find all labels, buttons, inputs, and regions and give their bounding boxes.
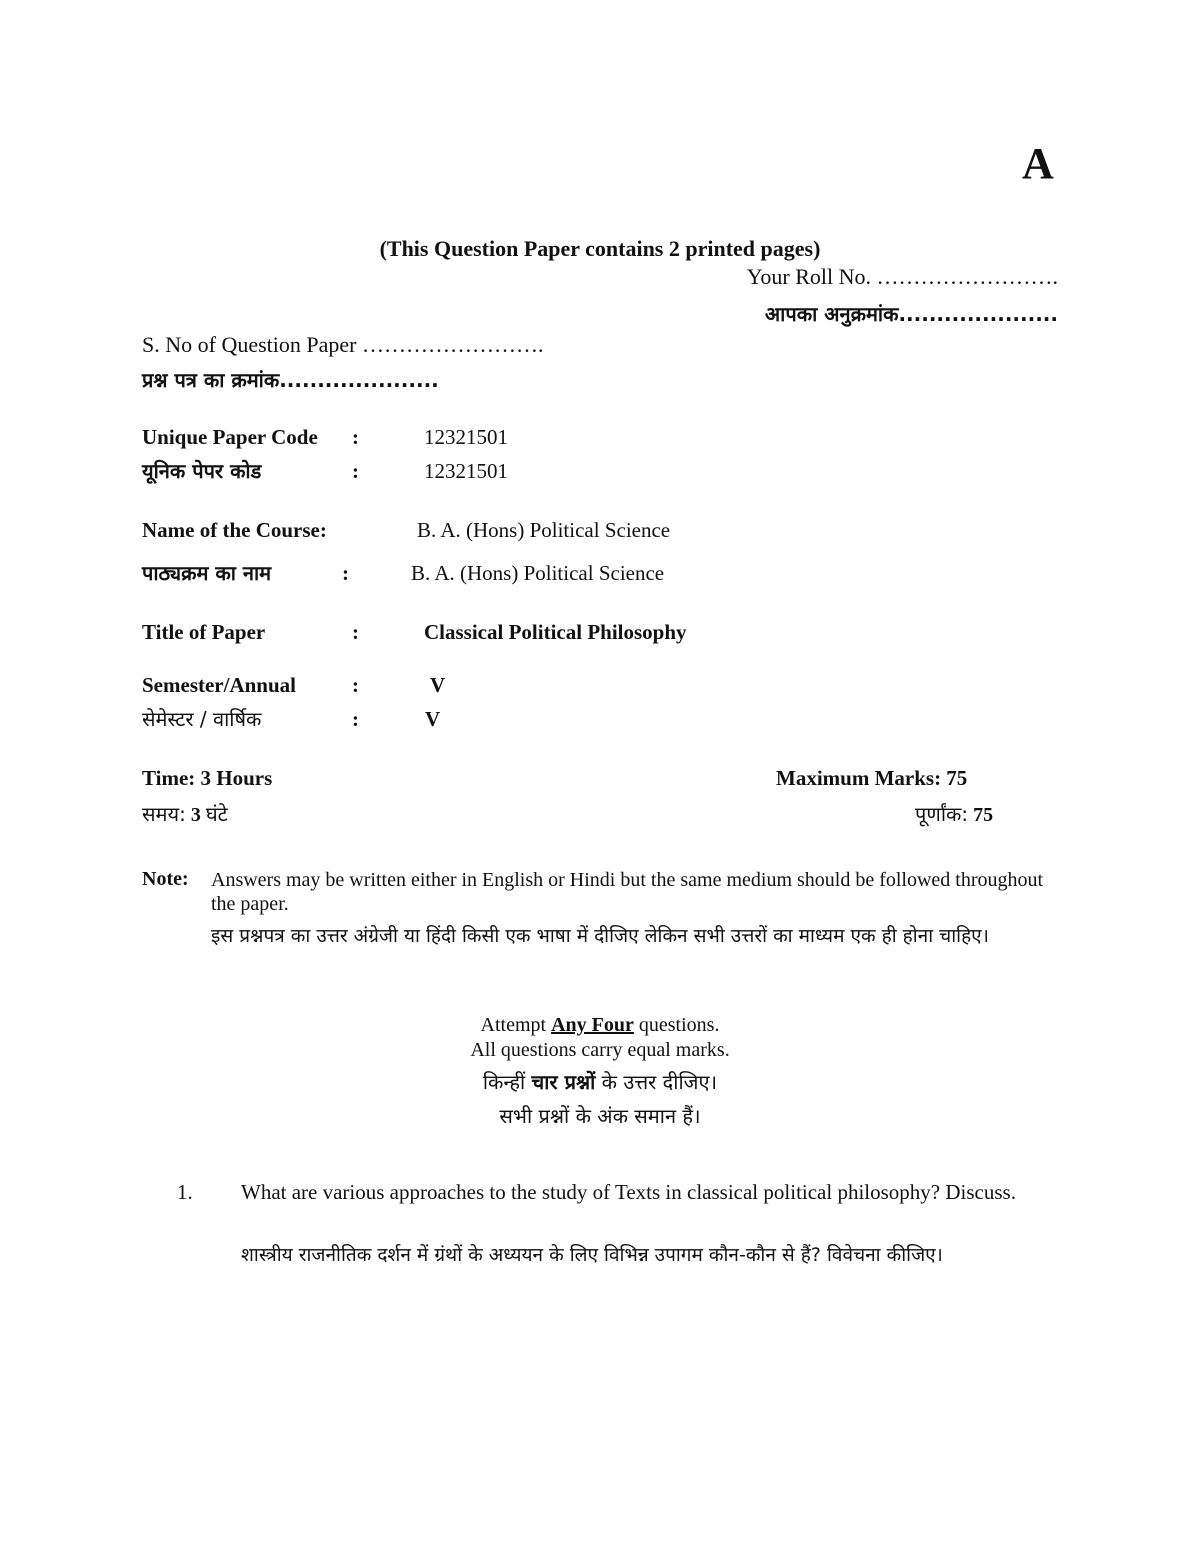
course-label-hindi: पाठ्यक्रम का नाम	[142, 561, 272, 585]
note-text-hindi: इस प्रश्नपत्र का उत्तर अंग्रेजी या हिंदी किसी एक भाषा में दीजिए लेकिन सभी उत्तरों का माध्यम एक ही होना चाहिए।	[211, 925, 989, 947]
semester-label-hindi: सेमेस्टर / वार्षिक	[142, 707, 262, 731]
time-hindi-number: 3	[190, 804, 201, 826]
upc-colon: :	[352, 425, 359, 449]
semester-colon-hindi: :	[352, 707, 359, 731]
set-label: A	[1022, 139, 1054, 188]
course-label: Name of the Course:	[142, 518, 327, 542]
course-value-hindi: B. A. (Hons) Political Science	[411, 561, 665, 585]
max-marks-label: Maximum Marks: 75	[776, 766, 968, 790]
pages-note: (This Question Paper contains 2 printed pages)	[379, 236, 821, 261]
course-value: B. A. (Hons) Political Science	[417, 518, 671, 542]
title-label: Title of Paper	[142, 620, 266, 644]
course-colon-hindi: :	[342, 561, 349, 585]
equal-marks-instruction: All questions carry equal marks.	[470, 1039, 730, 1061]
semester-value: V	[430, 673, 446, 697]
question-text-hindi: शास्त्रीय राजनीतिक दर्शन में ग्रंथों के अध्ययन के लिए विभिन्न उपागम कौन-कौन से हैं? विवेचना कीजिए।	[241, 1244, 943, 1266]
max-marks-hindi-prefix: पूर्णांक:	[915, 802, 969, 826]
note-text: Answers may be written either in English or Hindi but the same medium should be followed throughout the paper.	[211, 869, 1044, 915]
attempt-hindi-suffix: के उत्तर दीजिए।	[601, 1070, 718, 1094]
attempt-emphasis: Any Four	[551, 1014, 634, 1036]
equal-marks-instruction-hindi: सभी प्रश्नों के अंक समान हैं।	[499, 1104, 701, 1128]
upc-value-hindi: 12321501	[424, 459, 508, 483]
time-hindi-prefix: समय:	[142, 802, 186, 826]
note-label: Note:	[142, 868, 189, 890]
semester-value-hindi: V	[425, 707, 441, 731]
max-marks-hindi	[915, 800, 993, 827]
title-colon: :	[352, 620, 359, 644]
upc-value: 12321501	[424, 425, 508, 449]
time-label: Time: 3 Hours	[142, 766, 273, 790]
roll-no-field: Your Roll No. …………………….	[746, 264, 1058, 289]
question-number: 1.	[177, 1180, 193, 1204]
attempt-prefix: Attempt	[480, 1014, 547, 1036]
time-label-hindi	[142, 800, 228, 827]
upc-label-hindi: यूनिक पेपर कोड	[142, 459, 262, 483]
attempt-suffix: questions.	[638, 1014, 720, 1036]
attempt-hindi-emphasis: चार प्रश्नों	[531, 1070, 596, 1094]
time-hindi-suffix: घंटे	[205, 802, 228, 826]
attempt-instruction-hindi	[0, 1068, 1200, 1095]
attempt-hindi-prefix: किन्हीं	[482, 1070, 526, 1094]
question-text: What are various approaches to the study of Texts in classical political philosophy? Discuss.	[241, 1180, 1016, 1204]
attempt-instruction	[0, 1014, 1200, 1037]
upc-label: Unique Paper Code	[142, 425, 318, 449]
roll-no-field-hindi: आपका अनुक्रमांक.....................	[764, 302, 1058, 326]
max-marks-hindi-number: 75	[973, 804, 994, 826]
semester-label: Semester/Annual	[142, 673, 296, 697]
title-value: Classical Political Philosophy	[424, 620, 687, 644]
semester-colon: :	[352, 673, 359, 697]
question-paper-sno-hindi: प्रश्न पत्र का क्रमांक.....................	[142, 368, 439, 392]
question-paper-sno: S. No of Question Paper …………………….	[142, 332, 544, 357]
upc-colon-hindi: :	[352, 459, 359, 483]
